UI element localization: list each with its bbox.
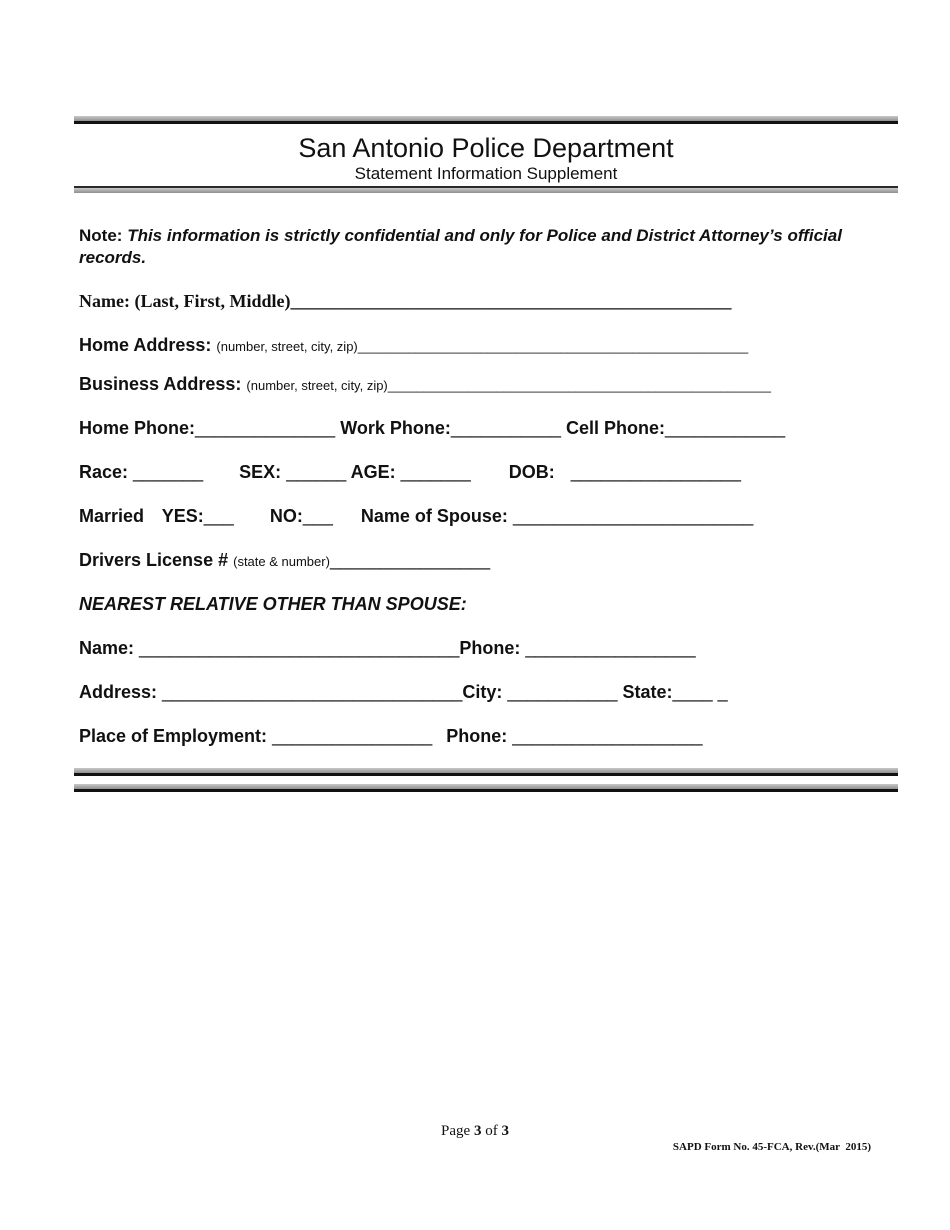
bottom-rule-lower: [74, 784, 898, 792]
work-phone-label: Work Phone:: [340, 418, 451, 438]
business-address-row: [79, 373, 771, 397]
relative-name-field[interactable]: ________________________________: [139, 638, 460, 658]
no-label: NO:: [269, 506, 303, 526]
spouse-field[interactable]: ________________________: [512, 506, 754, 526]
name-field[interactable]: _________________________________________________: [290, 291, 732, 311]
employment-phone-label: Phone:: [446, 726, 508, 746]
drivers-license-label: Drivers License #: [79, 550, 229, 570]
phones-row: [79, 417, 785, 439]
yes-label: YES:: [161, 506, 204, 526]
home-address-hint: (number, street, city, zip): [216, 339, 358, 354]
relative-heading-text: NEAREST RELATIVE OTHER THAN SPOUSE:: [79, 594, 467, 614]
relative-heading: [79, 593, 467, 615]
form-number: SAPD Form No. 45-FCA, Rev.(Mar 2015): [672, 1141, 871, 1153]
page-subtitle: Statement Information Supplement: [354, 164, 618, 183]
age-field[interactable]: _______: [400, 462, 471, 482]
note-text: This information is strictly confidential and only for Police and District Attorney’s official records.: [79, 226, 842, 267]
race-label: Race:: [79, 462, 129, 482]
home-address-row: [79, 334, 748, 358]
confidential-note: [79, 225, 879, 269]
note-label: Note:: [79, 226, 123, 245]
relative-phone-field[interactable]: _________________: [525, 638, 696, 658]
cell-phone-label: Cell Phone:: [566, 418, 666, 438]
relative-city-label: City:: [462, 682, 503, 702]
page-total: 3: [501, 1123, 509, 1139]
home-phone-label: Home Phone:: [79, 418, 196, 438]
home-address-field[interactable]: ______________________________________________________: [357, 339, 749, 354]
sex-label: SEX:: [239, 462, 282, 482]
business-address-label: Business Address:: [79, 374, 242, 394]
relative-address-label: Address:: [79, 682, 158, 702]
page-title: San Antonio Police Department: [298, 133, 674, 163]
drivers-license-hint: (state & number): [233, 554, 330, 569]
home-phone-field[interactable]: ______________: [195, 418, 336, 438]
page-of: of: [485, 1123, 498, 1139]
marital-row: [79, 505, 753, 527]
dob-label: DOB:: [508, 462, 555, 482]
spouse-label: Name of Spouse:: [360, 506, 508, 526]
page-prefix: Page: [441, 1123, 471, 1139]
header-bottom-rule: [74, 186, 898, 193]
race-field[interactable]: _______: [133, 462, 204, 482]
relative-city-field[interactable]: ___________: [507, 682, 618, 702]
relative-state-label: State:: [622, 682, 673, 702]
drivers-license-field[interactable]: ________________: [329, 550, 491, 570]
drivers-license-row: [79, 549, 490, 573]
dob-field[interactable]: _________________: [570, 462, 741, 482]
relative-address-row: [79, 681, 728, 703]
business-address-hint: (number, street, city, zip): [246, 378, 388, 393]
page-number: [0, 1123, 950, 1140]
page-current: 3: [473, 1123, 482, 1139]
sex-field[interactable]: ______: [286, 462, 347, 482]
bottom-rule-upper: [74, 768, 898, 776]
married-label: Married: [79, 506, 145, 526]
demographics-row: [79, 461, 741, 483]
work-phone-field[interactable]: ___________: [450, 418, 561, 438]
no-field[interactable]: ___: [302, 506, 333, 526]
employment-field[interactable]: ________________: [272, 726, 433, 746]
employment-label: Place of Employment:: [79, 726, 268, 746]
relative-state-field[interactable]: ____ _: [672, 682, 728, 702]
business-address-field[interactable]: _____________________________________________________: [387, 378, 771, 393]
cell-phone-field[interactable]: ____________: [665, 418, 786, 438]
home-address-label: Home Address:: [79, 335, 212, 355]
relative-name-label: Name:: [79, 638, 135, 658]
header-top-rule: [74, 116, 898, 124]
name-row: [79, 290, 731, 312]
employment-phone-field[interactable]: ___________________: [512, 726, 703, 746]
relative-phone-label: Phone:: [459, 638, 521, 658]
relative-name-row: [79, 637, 696, 659]
yes-field[interactable]: ___: [203, 506, 234, 526]
employment-row: [79, 725, 703, 747]
age-label: AGE:: [350, 462, 396, 482]
relative-address-field[interactable]: ______________________________: [162, 682, 463, 702]
name-label: Name: (Last, First, Middle): [79, 291, 291, 311]
form-header: [74, 130, 898, 184]
